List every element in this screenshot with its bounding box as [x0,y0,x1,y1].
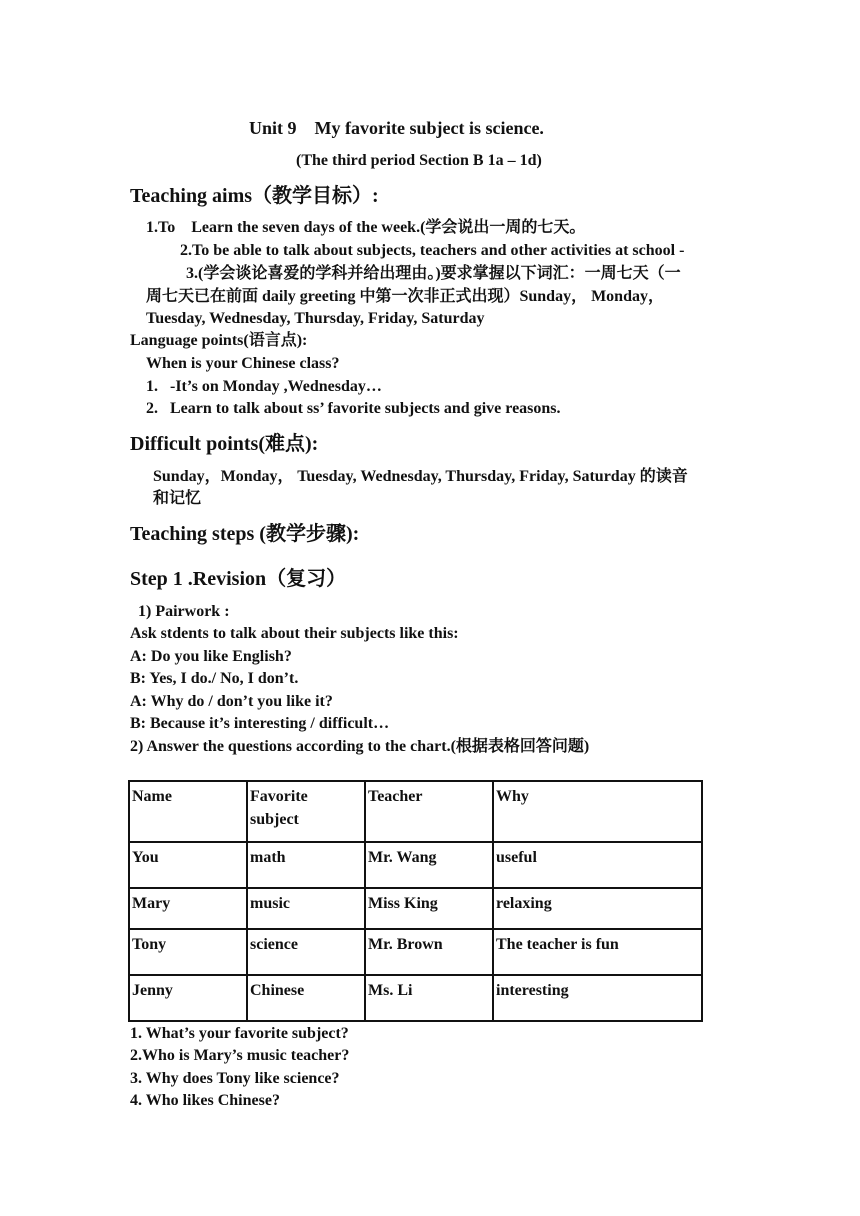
chart-header-cell: Favorite subject [247,781,365,842]
aim-item-2: 2.To be able to talk about subjects, teachers and other activities at school - [180,242,685,259]
table-row [129,975,702,1021]
table-cell: Tony [129,929,247,975]
aim-item-3-line-3: Tuesday, Wednesday, Thursday, Friday, Saturday [146,310,485,327]
step-1-heading: Step 1 .Revision（复习） [130,568,347,590]
table-cell: relaxing [493,888,702,929]
subjects-chart [128,780,703,1022]
table-cell: Mr. Wang [365,842,493,888]
pairwork-instruction: Ask stdents to talk about their subjects like this: [130,625,459,642]
question-item: 2.Who is Mary’s music teacher? [130,1047,350,1064]
page-subtitle: (The third period Section B 1a – 1d) [296,152,542,169]
question-item: 4. Who likes Chinese? [130,1092,280,1109]
table-cell: music [247,888,365,929]
table-cell: Miss King [365,888,493,929]
table-cell: Mr. Brown [365,929,493,975]
language-point-1: 1. -It’s on Monday ,Wednesday… [146,378,382,395]
chart-header-cell: Why [493,781,702,842]
language-points-heading: Language points(语言点): [130,332,308,349]
table-cell: interesting [493,975,702,1021]
dialogue-line: B: Because it’s interesting / difficult… [130,715,390,732]
question-item: 1. What’s your favorite subject? [130,1025,349,1042]
aim-item-3-line-2: 周七天已在前面 daily greeting 中第一次非正式出现）Sunday， Monday， [146,288,664,305]
table-cell: You [129,842,247,888]
table-cell: useful [493,842,702,888]
table-cell: Ms. Li [365,975,493,1021]
table-cell: The teacher is fun [493,929,702,975]
language-point-question: When is your Chinese class? [146,355,340,372]
chart-header-row [129,781,702,842]
chart-header-cell: Teacher [365,781,493,842]
table-row [129,842,702,888]
difficult-points-line-1: Sunday，Monday， Tuesday, Wednesday, Thursday, Friday, Saturday 的读音 [153,468,688,485]
pairwork-label: 1) Pairwork : [138,603,230,620]
dialogue-line: A: Why do / don’t you like it? [130,693,333,710]
teaching-steps-heading: Teaching steps (教学步骤): [130,523,360,545]
table-cell: Mary [129,888,247,929]
answer-instruction: 2) Answer the questions according to the chart.(根据表格回答问题) [130,738,590,755]
difficult-points-line-2: 和记忆 [153,490,202,507]
chart-header-cell: Name [129,781,247,842]
dialogue-line: B: Yes, I do./ No, I don’t. [130,670,299,687]
page-title: Unit 9 My favorite subject is science. [249,118,544,138]
dialogue-line: A: Do you like English? [130,648,292,665]
table-cell: science [247,929,365,975]
table-row [129,888,702,929]
table-cell: Jenny [129,975,247,1021]
aim-item-1: 1.To Learn the seven days of the week.(学会说出一周的七天。 [146,219,586,236]
language-point-2: 2. Learn to talk about ss’ favorite subjects and give reasons. [146,400,561,417]
table-row [129,929,702,975]
aim-item-3-line-1: 3.(学会谈论喜爱的学科并给出理由。)要求掌握以下词汇：一周七天（一 [186,265,681,282]
difficult-points-heading: Difficult points(难点): [130,433,319,455]
teaching-aims-heading: Teaching aims（教学目标）: [130,185,379,207]
table-cell: math [247,842,365,888]
table-cell: Chinese [247,975,365,1021]
question-item: 3. Why does Tony like science? [130,1070,340,1087]
